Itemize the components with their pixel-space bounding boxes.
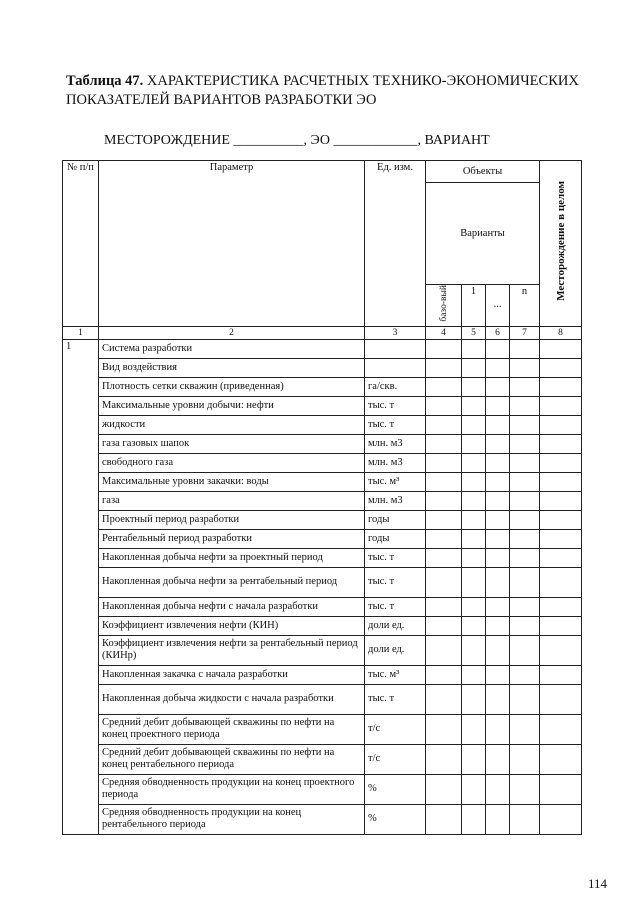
value-cell bbox=[426, 616, 462, 635]
unit-cell: млн. м3 bbox=[365, 434, 426, 453]
value-cell bbox=[510, 415, 540, 434]
header-param: Параметр bbox=[99, 161, 365, 327]
value-cell bbox=[540, 774, 582, 804]
value-cell bbox=[540, 597, 582, 616]
value-cell bbox=[462, 529, 486, 548]
param-cell: Накопленная закачка с начала разработки bbox=[99, 665, 365, 684]
value-cell bbox=[540, 665, 582, 684]
unit-cell: млн. м3 bbox=[365, 453, 426, 472]
unit-cell: млн. м3 bbox=[365, 491, 426, 510]
value-cell bbox=[486, 396, 510, 415]
header-sub-base-label: базо-вый bbox=[438, 285, 449, 322]
col-number: 3 bbox=[365, 326, 426, 339]
value-cell bbox=[486, 665, 510, 684]
value-cell bbox=[540, 396, 582, 415]
value-cell bbox=[486, 339, 510, 358]
value-cell bbox=[486, 472, 510, 491]
value-cell bbox=[540, 684, 582, 714]
param-cell: Максимальные уровни закачки: воды bbox=[99, 472, 365, 491]
value-cell bbox=[540, 714, 582, 744]
unit-cell bbox=[365, 358, 426, 377]
value-cell bbox=[510, 358, 540, 377]
value-cell bbox=[462, 453, 486, 472]
value-cell bbox=[486, 714, 510, 744]
header-field-total bbox=[540, 161, 582, 327]
value-cell bbox=[540, 377, 582, 396]
value-cell bbox=[462, 415, 486, 434]
value-cell bbox=[510, 377, 540, 396]
param-cell: жидкости bbox=[99, 415, 365, 434]
value-cell bbox=[462, 616, 486, 635]
value-cell bbox=[510, 774, 540, 804]
value-cell bbox=[540, 635, 582, 665]
param-cell: Средний дебит добывающей скважины по нефти на конец рентабельного периода bbox=[99, 744, 365, 774]
param-cell: Коэффициент извлечения нефти за рентабельный период (КИНр) bbox=[99, 635, 365, 665]
value-cell bbox=[510, 684, 540, 714]
value-cell bbox=[510, 434, 540, 453]
value-cell bbox=[462, 665, 486, 684]
table-row bbox=[63, 774, 582, 804]
table-row bbox=[63, 529, 582, 548]
value-cell bbox=[462, 472, 486, 491]
header-num: № п/п bbox=[63, 161, 99, 327]
value-cell bbox=[540, 548, 582, 567]
table-title-text: ХАРАКТЕРИСТИКА РАСЧЕТНЫХ ТЕХНИКО-ЭКОНОМИЧЕСКИХ ПОКАЗАТЕЛЕЙ ВАРИАНТОВ РАЗРАБОТКИ ЭО bbox=[66, 73, 579, 108]
table-row bbox=[63, 567, 582, 597]
value-cell bbox=[540, 358, 582, 377]
table-row bbox=[63, 358, 582, 377]
table-row bbox=[63, 453, 582, 472]
unit-cell: тыс. м³ bbox=[365, 472, 426, 491]
param-cell: газа газовых шапок bbox=[99, 434, 365, 453]
value-cell bbox=[486, 635, 510, 665]
value-cell bbox=[462, 396, 486, 415]
param-cell: свободного газа bbox=[99, 453, 365, 472]
param-cell: Коэффициент извлечения нефти (КИН) bbox=[99, 616, 365, 635]
value-cell bbox=[426, 548, 462, 567]
col-number: 7 bbox=[510, 326, 540, 339]
value-cell bbox=[486, 804, 510, 834]
value-cell bbox=[486, 567, 510, 597]
unit-cell: годы bbox=[365, 510, 426, 529]
value-cell bbox=[540, 529, 582, 548]
value-cell bbox=[510, 616, 540, 635]
value-cell bbox=[426, 714, 462, 744]
col-number: 6 bbox=[486, 326, 510, 339]
value-cell bbox=[486, 358, 510, 377]
value-cell bbox=[510, 472, 540, 491]
header-sub-n: n bbox=[510, 285, 540, 327]
value-cell bbox=[462, 434, 486, 453]
value-cell bbox=[486, 415, 510, 434]
value-cell bbox=[486, 491, 510, 510]
unit-cell: т/с bbox=[365, 744, 426, 774]
value-cell bbox=[462, 597, 486, 616]
unit-cell: % bbox=[365, 804, 426, 834]
value-cell bbox=[540, 339, 582, 358]
value-cell bbox=[462, 804, 486, 834]
value-cell bbox=[462, 635, 486, 665]
table-row bbox=[63, 548, 582, 567]
header-sub-base bbox=[426, 285, 462, 327]
header-objects: Объекты bbox=[426, 161, 540, 183]
col-number: 4 bbox=[426, 326, 462, 339]
param-cell: Средняя обводненность продукции на конец проектного периода bbox=[99, 774, 365, 804]
value-cell bbox=[462, 510, 486, 529]
value-cell bbox=[510, 804, 540, 834]
table-row bbox=[63, 339, 582, 358]
value-cell bbox=[486, 684, 510, 714]
value-cell bbox=[426, 529, 462, 548]
table-title bbox=[66, 72, 586, 110]
value-cell bbox=[486, 616, 510, 635]
value-cell bbox=[462, 774, 486, 804]
section-number: 1 bbox=[63, 339, 99, 834]
value-cell bbox=[426, 804, 462, 834]
indicators-table bbox=[62, 160, 582, 835]
value-cell bbox=[540, 472, 582, 491]
table-row bbox=[63, 472, 582, 491]
value-cell bbox=[486, 453, 510, 472]
table-row bbox=[63, 684, 582, 714]
value-cell bbox=[462, 339, 486, 358]
value-cell bbox=[426, 567, 462, 597]
unit-cell: доли ед. bbox=[365, 635, 426, 665]
value-cell bbox=[510, 548, 540, 567]
value-cell bbox=[426, 491, 462, 510]
value-cell bbox=[510, 529, 540, 548]
param-cell: Плотность сетки скважин (приведенная) bbox=[99, 377, 365, 396]
param-cell: Накопленная добыча нефти за рентабельный период bbox=[99, 567, 365, 597]
unit-cell: тыс. т bbox=[365, 684, 426, 714]
value-cell bbox=[510, 597, 540, 616]
unit-cell: тыс. м³ bbox=[365, 665, 426, 684]
param-cell: Рентабельный период разработки bbox=[99, 529, 365, 548]
unit-cell: тыс. т bbox=[365, 415, 426, 434]
value-cell bbox=[426, 434, 462, 453]
unit-cell: тыс. т bbox=[365, 597, 426, 616]
value-cell bbox=[510, 744, 540, 774]
value-cell bbox=[540, 616, 582, 635]
value-cell bbox=[486, 597, 510, 616]
param-cell: Накопленная добыча нефти с начала разработки bbox=[99, 597, 365, 616]
header-unit: Ед. изм. bbox=[365, 161, 426, 327]
unit-cell bbox=[365, 339, 426, 358]
value-cell bbox=[510, 714, 540, 744]
value-cell bbox=[426, 635, 462, 665]
value-cell bbox=[426, 472, 462, 491]
value-cell bbox=[486, 377, 510, 396]
unit-cell: тыс. т bbox=[365, 567, 426, 597]
header-sub-1: 1 bbox=[462, 285, 486, 327]
unit-cell: га/скв. bbox=[365, 377, 426, 396]
value-cell bbox=[510, 396, 540, 415]
value-cell bbox=[426, 377, 462, 396]
value-cell bbox=[426, 597, 462, 616]
unit-cell: т/с bbox=[365, 714, 426, 744]
value-cell bbox=[426, 684, 462, 714]
value-cell bbox=[462, 491, 486, 510]
table-row bbox=[63, 491, 582, 510]
page-number: 114 bbox=[588, 876, 608, 891]
col-number: 8 bbox=[540, 326, 582, 339]
value-cell bbox=[510, 339, 540, 358]
value-cell bbox=[510, 567, 540, 597]
value-cell bbox=[486, 434, 510, 453]
value-cell bbox=[462, 548, 486, 567]
value-cell bbox=[486, 510, 510, 529]
table-row bbox=[63, 714, 582, 744]
table-body bbox=[63, 339, 582, 834]
table-row bbox=[63, 597, 582, 616]
param-cell: Средняя обводненность продукции на конец рентабельного периода bbox=[99, 804, 365, 834]
value-cell bbox=[540, 744, 582, 774]
table-row bbox=[63, 744, 582, 774]
col-number: 2 bbox=[99, 326, 365, 339]
value-cell bbox=[426, 358, 462, 377]
value-cell bbox=[486, 529, 510, 548]
table-row bbox=[63, 665, 582, 684]
value-cell bbox=[540, 510, 582, 529]
value-cell bbox=[540, 804, 582, 834]
param-cell: Проектный период разработки bbox=[99, 510, 365, 529]
value-cell bbox=[426, 415, 462, 434]
param-cell: Максимальные уровни добычи: нефти bbox=[99, 396, 365, 415]
value-cell bbox=[486, 548, 510, 567]
unit-cell: тыс. т bbox=[365, 548, 426, 567]
col-number: 5 bbox=[462, 326, 486, 339]
value-cell bbox=[462, 377, 486, 396]
table-row bbox=[63, 635, 582, 665]
value-cell bbox=[426, 453, 462, 472]
value-cell bbox=[462, 567, 486, 597]
table-title-lead: Таблица 47. bbox=[66, 73, 144, 89]
param-cell: Накопленная добыча жидкости с начала разработки bbox=[99, 684, 365, 714]
value-cell bbox=[426, 396, 462, 415]
value-cell bbox=[510, 510, 540, 529]
value-cell bbox=[540, 415, 582, 434]
value-cell bbox=[540, 434, 582, 453]
value-cell bbox=[426, 774, 462, 804]
value-cell bbox=[486, 774, 510, 804]
table-row bbox=[63, 616, 582, 635]
param-cell: Система разработки bbox=[99, 339, 365, 358]
value-cell bbox=[510, 635, 540, 665]
table-row bbox=[63, 377, 582, 396]
unit-cell: доли ед. bbox=[365, 616, 426, 635]
value-cell bbox=[426, 665, 462, 684]
param-cell: Вид воздействия bbox=[99, 358, 365, 377]
unit-cell: % bbox=[365, 774, 426, 804]
value-cell bbox=[510, 453, 540, 472]
value-cell bbox=[510, 491, 540, 510]
value-cell bbox=[486, 744, 510, 774]
table-row bbox=[63, 804, 582, 834]
header-field-total-label: Месторождение в целом bbox=[554, 181, 567, 302]
field-variant-line: МЕСТОРОЖДЕНИЕ __________, ЭО ____________, ВАРИАНТ bbox=[104, 133, 490, 148]
table-row bbox=[63, 415, 582, 434]
value-cell bbox=[462, 744, 486, 774]
table-row bbox=[63, 510, 582, 529]
col-number: 1 bbox=[63, 326, 99, 339]
value-cell bbox=[462, 358, 486, 377]
header-variants: Варианты bbox=[426, 183, 540, 285]
value-cell bbox=[462, 684, 486, 714]
unit-cell: годы bbox=[365, 529, 426, 548]
param-cell: Накопленная добыча нефти за проектный период bbox=[99, 548, 365, 567]
value-cell bbox=[510, 665, 540, 684]
value-cell bbox=[426, 744, 462, 774]
table-row bbox=[63, 396, 582, 415]
value-cell bbox=[426, 339, 462, 358]
value-cell bbox=[462, 714, 486, 744]
header-sub-dots: ... bbox=[486, 285, 510, 327]
value-cell bbox=[540, 453, 582, 472]
value-cell bbox=[426, 510, 462, 529]
value-cell bbox=[540, 491, 582, 510]
unit-cell: тыс. т bbox=[365, 396, 426, 415]
param-cell: Средний дебит добывающей скважины по нефти на конец проектного периода bbox=[99, 714, 365, 744]
table-row bbox=[63, 434, 582, 453]
value-cell bbox=[540, 567, 582, 597]
param-cell: газа bbox=[99, 491, 365, 510]
